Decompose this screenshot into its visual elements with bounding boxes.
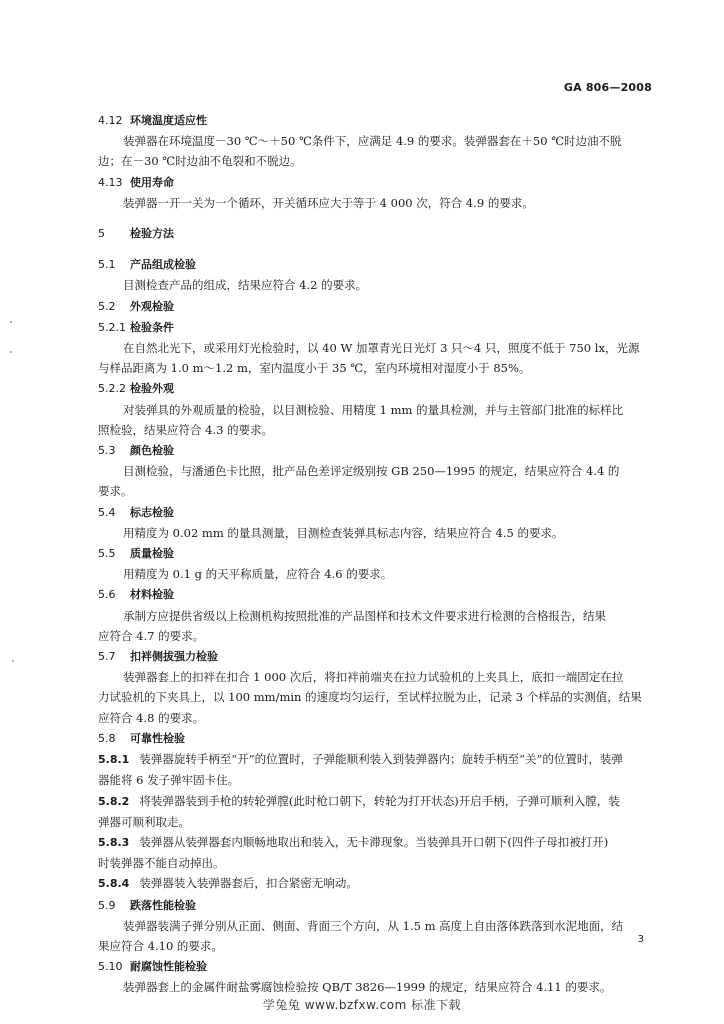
- paragraph-line: 装弹器套上的金属件耐盐雾腐蚀检验按 QB/T 3826—1999 的规定，结果应符合 4.11 的要求。: [123, 980, 612, 995]
- section-number: 5.10: [98, 960, 123, 974]
- section-number: 5.6: [98, 588, 116, 602]
- section-number: 5: [98, 227, 105, 241]
- section-title: 产品组成检验: [130, 258, 196, 272]
- paragraph-line: 边；在－30 ℃时边油不龟裂和不脱边。: [98, 154, 302, 169]
- clause-text: 装弹器旋转手柄至“开”的位置时，子弹能顺利装入到装弹器内；旋转手柄至“关”的位置时，装弹: [139, 752, 623, 767]
- paragraph-line: 目测检验，与潘通色卡比照，批产品色差评定级别按 GB 250—1995 的规定，结果应符合 4.4 的: [123, 464, 620, 479]
- clause-text: 装弹器装入装弹器套后，扣合紧密无响动。: [139, 876, 358, 891]
- section-number: 5.2.2: [98, 382, 126, 396]
- section-title: 质量检验: [130, 547, 174, 561]
- paragraph-line: 应符合 4.8 的要求。: [98, 710, 205, 725]
- paragraph-line: 装弹器装满子弹分别从正面、侧面、背面三个方向，从 1.5 m 高度上自由落体跌落到水泥地面，结: [123, 918, 624, 933]
- section-heading: [98, 440, 656, 461]
- numbered-paragraph: [98, 873, 656, 894]
- section-title: 耐腐蚀性能检验: [130, 960, 207, 974]
- section-title: 扣袢侧拔强力检验: [130, 650, 218, 664]
- section-gap: [98, 244, 656, 254]
- section-number: 5.5: [98, 547, 116, 561]
- scan-speck: [12, 660, 14, 662]
- section-heading: [98, 956, 656, 977]
- section-title: 可靠性检验: [130, 731, 185, 745]
- paragraph-line: 目测检查产品的组成，结果应符合 4.2 的要求。: [123, 278, 368, 293]
- paragraph-line: 装弹器套上的扣袢在扣合 1 000 次后，将扣袢前端夹在拉力试验机的上夹具上，底扣一端固定在拉: [123, 670, 624, 685]
- clause-text: 将装弹器装到手枪的转轮弹膛(此时枪口朝下，转轮为打开状态)开启手柄，子弹可顺利入膛，装: [139, 793, 620, 808]
- paragraph-line: 与样品距离为 1.0 m～1.2 m，室内温度小于 35 ℃，室内环境相对湿度小于 85%。: [98, 361, 531, 376]
- section-number: 5.9: [98, 898, 116, 912]
- section-title: 跌落性能检验: [130, 898, 196, 912]
- section-heading: [98, 254, 656, 275]
- numbered-paragraph: [98, 791, 656, 812]
- paragraph-line: 照检验，结果应符合 4.3 的要求。: [98, 422, 274, 437]
- section-heading: [98, 646, 656, 667]
- section-number: 4.13: [98, 175, 123, 189]
- page-number: 3: [637, 934, 644, 945]
- section-title: 外观检验: [130, 299, 174, 313]
- clause-text: 装弹器从装弹器套内顺畅地取出和装入，无卡滞现象。当装弹具开口朝下(四件子母扣被打开): [139, 834, 609, 849]
- paragraph-line: 弹器可顺利取走。: [98, 814, 190, 829]
- section-title: 标志检验: [130, 505, 174, 519]
- section-number: 5.7: [98, 650, 116, 664]
- paragraph-line: 装弹器一开一关为一个循环，开关循环应大于等于 4 000 次，符合 4.9 的要求。: [123, 195, 534, 210]
- section-title: 检验方法: [130, 227, 174, 241]
- section-title: 颜色检验: [130, 444, 174, 458]
- clause-number: 5.8.1: [98, 753, 130, 767]
- paragraph-line: 要求。: [98, 484, 133, 499]
- section-heading: [98, 502, 656, 523]
- section-heading: [98, 296, 656, 317]
- paragraph-line: 装弹器在环境温度－30 ℃～＋50 ℃条件下，应满足 4.9 的要求。装弹器套在＋50 ℃时边油不脱: [123, 134, 622, 149]
- clause-number: 5.8.4: [98, 877, 130, 891]
- section-number: 5.4: [98, 505, 116, 519]
- paragraph-line: 应符合 4.7 的要求。: [98, 628, 205, 643]
- section-heading: [98, 895, 656, 916]
- clause-number: 5.8.3: [98, 835, 130, 849]
- paragraph-line: 时装弹器不能自动掉出。: [98, 856, 225, 871]
- numbered-paragraph: [98, 832, 656, 853]
- document-body: [98, 110, 656, 998]
- section-heading: [98, 378, 656, 399]
- scan-speck: [10, 321, 12, 323]
- paragraph-line: 果应符合 4.10 的要求。: [98, 938, 223, 953]
- section-heading: [98, 728, 656, 749]
- section-number: 5.8: [98, 731, 116, 745]
- section-heading: [98, 223, 656, 244]
- paragraph-line: 对装弹具的外观质量的检验，以目测检验、用精度 1 mm 的量具检测，并与主管部门批准的标样比: [123, 402, 624, 417]
- paragraph-line: 用精度为 0.02 mm 的量具测量，目测检查装弹具标志内容，结果应符合 4.5 的要求。: [123, 525, 564, 540]
- paragraph-line: 用精度为 0.1 g 的天平称质量，应符合 4.6 的要求。: [123, 567, 393, 582]
- paragraph-line: 器能将 6 发子弹牢固卡住。: [98, 773, 240, 788]
- paragraph-line: 在自然北光下，或采用灯光检验时，以 40 W 加罩青光日光灯 3 只～4 只，照度不低于 750 lx，光源: [123, 341, 640, 356]
- section-heading: [98, 543, 656, 564]
- section-title: 环境温度适应性: [130, 114, 207, 127]
- section-heading: [98, 584, 656, 605]
- section-title: 检验外观: [130, 382, 174, 396]
- section-number: 5.3: [98, 444, 116, 458]
- section-title: 检验条件: [130, 320, 174, 334]
- document-id: GA 806—2008: [563, 81, 652, 94]
- scan-speck: [10, 351, 12, 353]
- section-title: 使用寿命: [130, 175, 174, 189]
- section-number: 4.12: [98, 114, 123, 127]
- numbered-paragraph: [98, 749, 656, 770]
- footer-watermark: 学兔兔 www.bzfxw.com 标准下载: [262, 998, 462, 1012]
- section-number: 5.1: [98, 258, 116, 272]
- section-gap: [98, 213, 656, 223]
- paragraph-line: 力试验机的下夹具上，以 100 mm/min 的速度均匀运行，至试样拉脱为止，记录 3 个样品的实测值，结果: [98, 690, 642, 705]
- clause-number: 5.8.2: [98, 794, 130, 808]
- section-heading: [98, 317, 656, 338]
- section-number: 5.2.1: [98, 320, 126, 334]
- paragraph-line: 承制方应提供省级以上检测机构按照批准的产品图样和技术文件要求进行检测的合格报告，结果: [123, 608, 606, 623]
- section-heading: [98, 110, 656, 131]
- section-number: 5.2: [98, 299, 116, 313]
- section-title: 材料检验: [130, 588, 174, 602]
- section-heading: [98, 172, 656, 193]
